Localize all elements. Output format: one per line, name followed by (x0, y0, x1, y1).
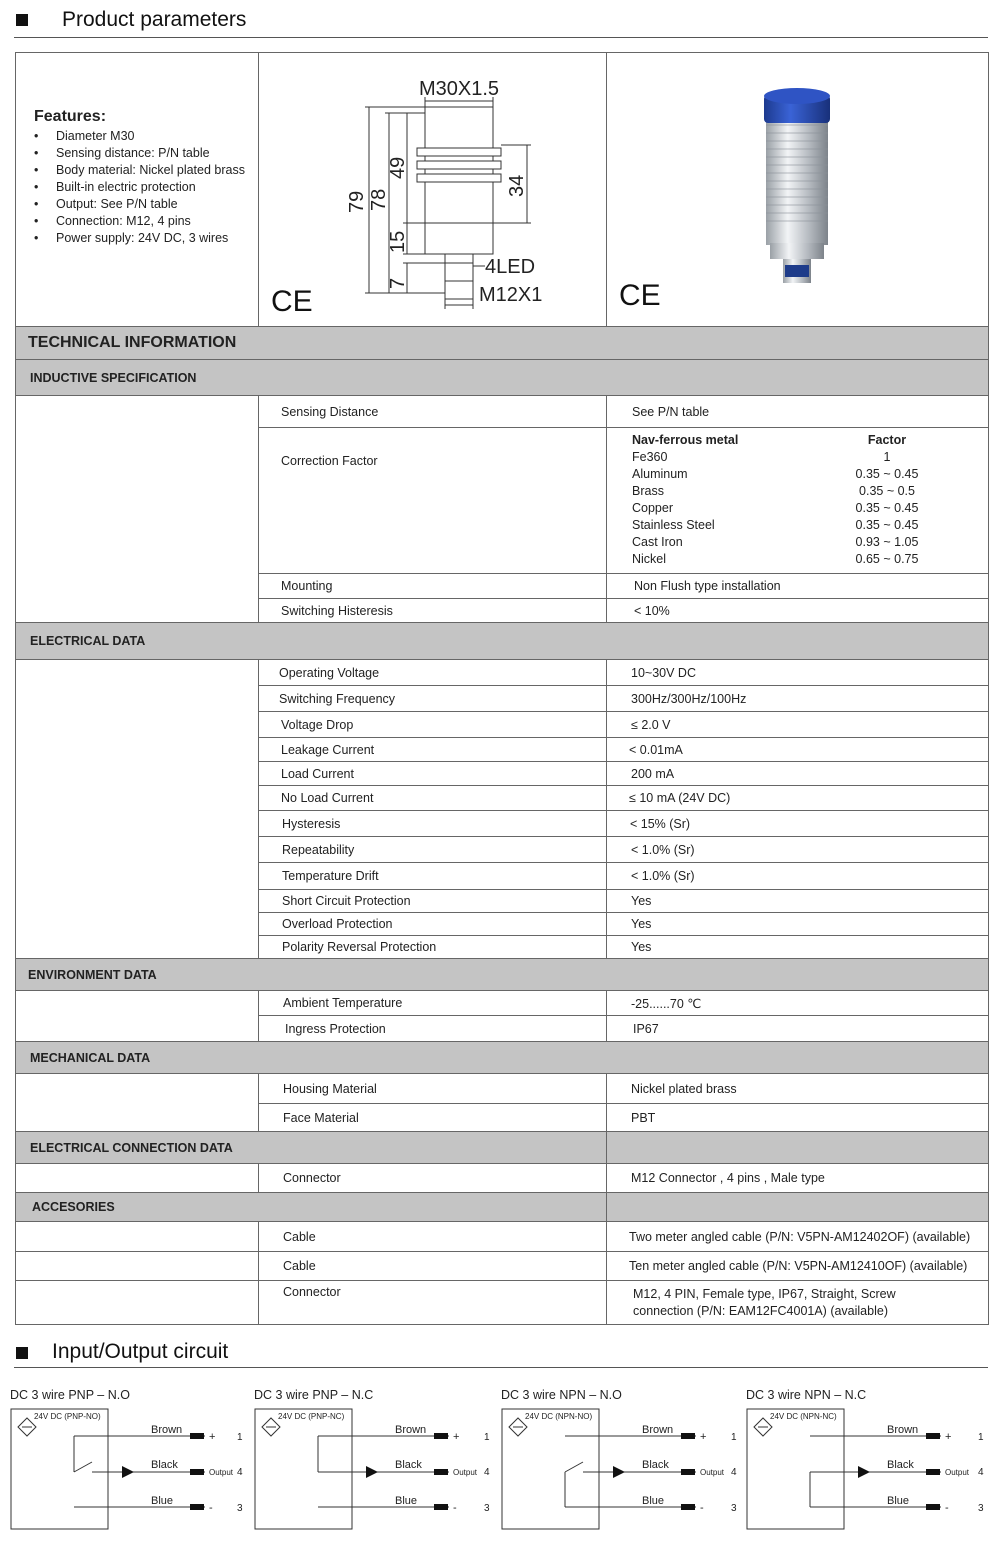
connector-label: M12X1 (479, 284, 543, 306)
ce-mark-icon: CE (271, 285, 313, 318)
spec-label: Housing Material (259, 1074, 607, 1104)
circuit-title: DC 3 wire PNP – N.O (10, 1388, 130, 1402)
feature-item: • Power supply: 24V DC, 3 wires (34, 230, 245, 247)
spec-value: Nickel plated brass (607, 1074, 989, 1104)
pin-label: 3 (731, 1503, 737, 1514)
pin-label: 4 (978, 1467, 984, 1478)
blank-cell (16, 1164, 259, 1193)
pin-label: 4 (731, 1467, 737, 1478)
led-label: 4LED (485, 256, 536, 278)
features-title: Features: (34, 108, 107, 125)
blank-cell (16, 396, 259, 623)
spec-label: Ambient Temperature (259, 991, 607, 1016)
minus-label: - (945, 1502, 949, 1514)
dimension-drawing-cell (259, 53, 607, 327)
cf-factor: 0.35 ~ 0.45 (855, 467, 919, 481)
circuit-diagram (746, 1407, 986, 1531)
spec-label: Sensing Distance (259, 396, 607, 428)
ce-mark-icon: CE (619, 279, 661, 312)
cf-header-metal: Nav-ferrous metal (632, 433, 739, 447)
wire-brown-label: Brown (395, 1424, 427, 1436)
cf-factor: 0.35 ~ 0.5 (859, 484, 915, 498)
circuit-diagram (254, 1407, 494, 1531)
spec-label: Correction Factor (259, 428, 607, 574)
output-label: Output (209, 1468, 234, 1477)
circuit-box-label: 24V DC (PNP-NO) (34, 1412, 101, 1421)
feature-item: • Sensing distance: P/N table (34, 145, 245, 162)
blank-cell (16, 991, 259, 1042)
feature-item: • Body material: Nickel plated brass (34, 162, 245, 179)
spec-value: Yes (607, 936, 989, 959)
spec-label: Temperature Drift (259, 863, 607, 890)
spec-label: Load Current (259, 762, 607, 786)
wire-black-label: Black (642, 1459, 669, 1471)
mechanical-data-title: MECHANICAL DATA (16, 1042, 989, 1074)
cf-metal: Nickel (632, 552, 667, 566)
cf-metal: Stainless Steel (632, 518, 715, 532)
blank-cell (607, 1132, 989, 1164)
spec-label: Short Circuit Protection (259, 890, 607, 913)
pin-label: 3 (978, 1503, 984, 1514)
dim-79-label: 79 (346, 190, 368, 213)
spec-value: 10~30V DC (607, 660, 989, 686)
spec-label: Voltage Drop (259, 712, 607, 738)
connection-data-title: ELECTRICAL CONNECTION DATA (16, 1132, 607, 1164)
blank-cell (16, 1222, 259, 1252)
spec-label: Cable (259, 1222, 607, 1252)
spec-label: Connector (259, 1281, 607, 1325)
spec-value: M12 Connector , 4 pins , Male type (607, 1164, 989, 1193)
pin-label: 1 (731, 1432, 737, 1443)
minus-label: - (453, 1502, 457, 1514)
circuit-box-label: 24V DC (NPN-NO) (525, 1412, 593, 1421)
circuit-box-label: 24V DC (NPN-NC) (770, 1412, 837, 1421)
dim-49-label: 49 (387, 156, 409, 179)
plus-label: + (209, 1431, 216, 1443)
minus-label: - (209, 1502, 213, 1514)
spec-value: ≤ 10 mA (24V DC) (607, 786, 989, 811)
wire-blue-label: Blue (887, 1495, 910, 1507)
circuit-pnp-no (10, 1383, 250, 1533)
spec-value: < 1.0% (Sr) (607, 837, 989, 863)
circuit-npn-nc (746, 1383, 986, 1533)
spec-label: Cable (259, 1252, 607, 1281)
feature-item: • Built-in electric protection (34, 179, 245, 196)
dim-7-label: 7 (387, 277, 409, 289)
cf-header-factor: Factor (867, 433, 907, 447)
dim-78-label: 78 (368, 188, 390, 211)
spec-value: PBT (607, 1104, 989, 1132)
cf-factor: 1 (883, 450, 891, 464)
wire-brown-label: Brown (642, 1424, 674, 1436)
spec-value: < 10% (607, 599, 989, 623)
spec-label: Mounting (259, 574, 607, 599)
wire-brown-label: Brown (151, 1424, 183, 1436)
sensor-body (764, 88, 830, 283)
cf-factor: 0.93 ~ 1.05 (855, 535, 919, 549)
circuit-pnp-nc (254, 1383, 494, 1533)
wire-blue-label: Blue (151, 1495, 174, 1507)
circuit-box-label: 24V DC (PNP-NC) (278, 1412, 345, 1421)
product-photo-cell (607, 53, 989, 327)
spec-value: 300Hz/300Hz/100Hz (607, 686, 989, 712)
spec-label: Overload Protection (259, 913, 607, 936)
cf-metal: Aluminum (632, 467, 688, 481)
sensor-photo (607, 53, 987, 323)
wire-black-label: Black (395, 1459, 422, 1471)
spec-value: Two meter angled cable (P/N: V5PN-AM12402OF) (available) (607, 1222, 989, 1252)
spec-value: Non Flush type installation (607, 574, 989, 599)
spec-label: Repeatability (259, 837, 607, 863)
pin-label: 1 (978, 1432, 984, 1443)
blank-cell (16, 660, 259, 959)
feature-item: • Output: See P/N table (34, 196, 245, 213)
io-circuit-header (14, 1330, 988, 1368)
cf-factor: 0.65 ~ 0.75 (855, 552, 919, 566)
spec-value: -25......70 ℃ (607, 991, 989, 1016)
blank-cell (16, 1281, 259, 1325)
section-title: Product parameters (62, 8, 247, 31)
cf-factor: 0.35 ~ 0.45 (855, 518, 919, 532)
cf-metal: Brass (632, 484, 664, 498)
pin-label: 1 (237, 1432, 243, 1443)
dim-15-label: 15 (387, 230, 409, 253)
spec-label: Operating Voltage (259, 660, 607, 686)
spec-label: Switching Histeresis (259, 599, 607, 623)
cf-metal: Fe360 (632, 450, 668, 464)
pin-label: 4 (484, 1467, 490, 1478)
blank-cell (16, 1074, 259, 1132)
pin-label: 4 (237, 1467, 243, 1478)
square-bullet-icon (16, 14, 28, 26)
circuit-diagram (10, 1407, 250, 1531)
wire-black-label: Black (887, 1459, 914, 1471)
spec-value: Yes (607, 913, 989, 936)
spec-value: < 0.01mA (607, 738, 989, 762)
spec-value: 200 mA (607, 762, 989, 786)
spec-table (15, 52, 989, 1325)
output-label: Output (700, 1468, 725, 1477)
inductive-spec-title: INDUCTIVE SPECIFICATION (16, 360, 989, 396)
spec-label: No Load Current (259, 786, 607, 811)
spec-value: ≤ 2.0 V (607, 712, 989, 738)
feature-item: • Diameter M30 (34, 128, 245, 145)
feature-item: • Connection: M12, 4 pins (34, 213, 245, 230)
plus-label: + (700, 1431, 707, 1443)
dimension-drawing (259, 53, 605, 323)
spec-value: Ten meter angled cable (P/N: V5PN-AM12410OF) (available) (607, 1252, 989, 1281)
pin-label: 3 (237, 1503, 243, 1514)
pin-label: 3 (484, 1503, 490, 1514)
spec-value: See P/N table (607, 396, 989, 428)
environment-data-title: ENVIRONMENT DATA (16, 959, 989, 991)
wire-blue-label: Blue (395, 1495, 418, 1507)
wire-black-label: Black (151, 1459, 178, 1471)
pin-label: 1 (484, 1432, 490, 1443)
circuit-title: DC 3 wire NPN – N.O (501, 1388, 622, 1402)
plus-label: + (945, 1431, 952, 1443)
spec-value: < 1.0% (Sr) (607, 863, 989, 890)
cf-factor: 0.35 ~ 0.45 (855, 501, 919, 515)
features-cell (16, 53, 259, 327)
product-parameters-header (14, 0, 988, 38)
minus-label: - (700, 1502, 704, 1514)
technical-info-title: TECHNICAL INFORMATION (16, 327, 989, 360)
wire-blue-label: Blue (642, 1495, 665, 1507)
plus-label: + (453, 1431, 460, 1443)
circuit-title: DC 3 wire PNP – N.C (254, 1388, 374, 1402)
section-title: Input/Output circuit (52, 1340, 229, 1363)
spec-value: IP67 (607, 1016, 989, 1042)
correction-factor-table (607, 428, 989, 574)
spec-label: Hysteresis (259, 811, 607, 837)
spec-label: Leakage Current (259, 738, 607, 762)
spec-label: Polarity Reversal Protection (259, 936, 607, 959)
output-label: Output (453, 1468, 478, 1477)
spec-label: Switching Frequency (259, 686, 607, 712)
blank-cell (607, 1193, 989, 1222)
spec-label: Ingress Protection (259, 1016, 607, 1042)
spec-label: Face Material (259, 1104, 607, 1132)
square-bullet-icon (16, 1347, 28, 1359)
spec-value: Yes (607, 890, 989, 913)
blank-cell (16, 1252, 259, 1281)
spec-label: Connector (259, 1164, 607, 1193)
accessories-title: ACCESORIES (16, 1193, 607, 1222)
circuit-title: DC 3 wire NPN – N.C (746, 1388, 867, 1402)
spec-value: < 15% (Sr) (607, 811, 989, 837)
cf-metal: Copper (632, 501, 673, 515)
thread-label: M30X1.5 (419, 78, 500, 100)
features-block (34, 108, 245, 247)
wire-brown-label: Brown (887, 1424, 919, 1436)
electrical-data-title: ELECTRICAL DATA (16, 623, 989, 660)
circuit-diagram (501, 1407, 741, 1531)
spec-value: M12, 4 PIN, Female type, IP67, Straight, Screw connection (P/N: EAM12FC4001A) (available) (607, 1281, 989, 1325)
output-label: Output (945, 1468, 970, 1477)
dim-34-label: 34 (506, 174, 528, 197)
cf-metal: Cast Iron (632, 535, 683, 549)
circuit-npn-no (501, 1383, 741, 1533)
